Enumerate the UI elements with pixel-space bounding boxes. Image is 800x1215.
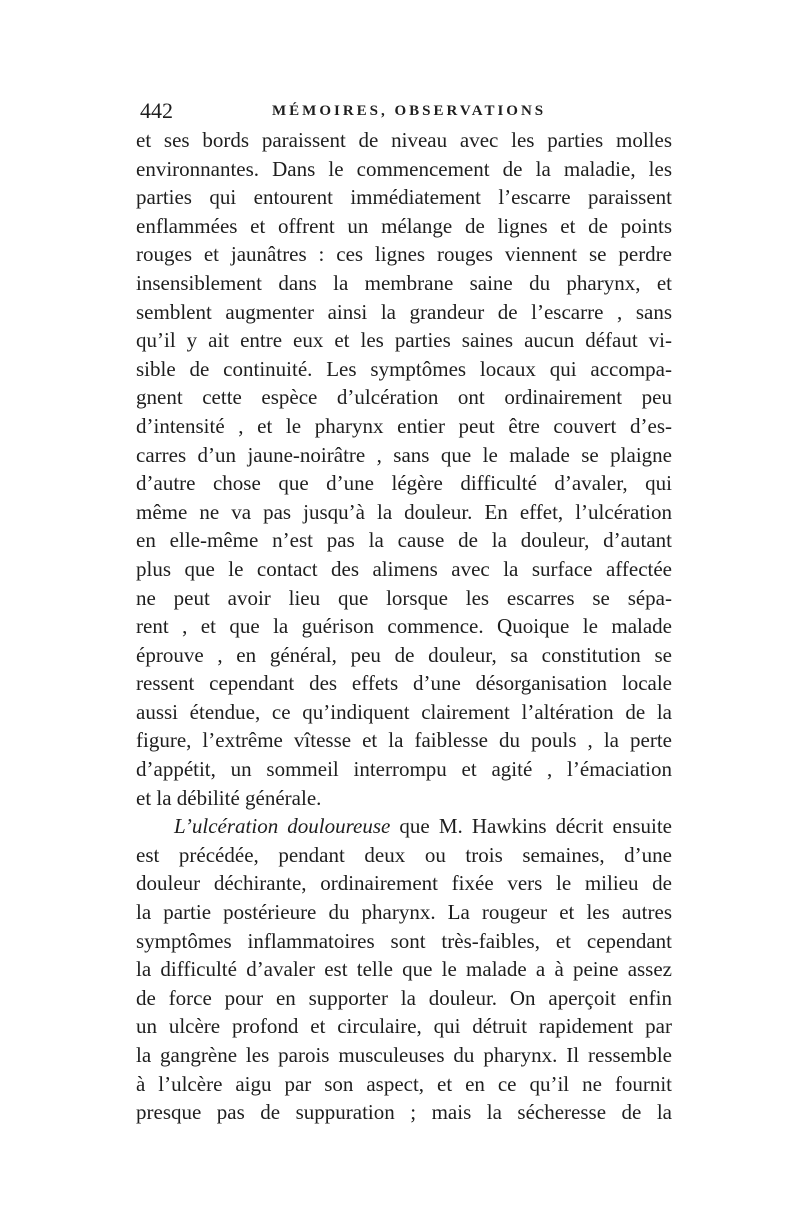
text-line: presque pas de suppuration ; mais la sécheresse de la (136, 1100, 672, 1125)
text-line: et ses bords paraissent de niveau avec les parties molles (136, 128, 672, 152)
text-line: sible de continuité. Les symptômes locaux qui accompa- (136, 356, 672, 381)
text-line: ressent cependant des effets d’une désorganisation locale (136, 671, 672, 696)
body-text (136, 126, 672, 1127)
text-line: rent , et que la guérison commence. Quoique le malade (136, 614, 672, 639)
text-line: environnantes. Dans le commencement de la maladie, les (136, 156, 672, 181)
text-span: que M. Hawkins décrit ensuite (390, 814, 672, 839)
italic-term: L’ulcération douloureuse (174, 814, 391, 839)
text-line: carres d’un jaune-noirâtre , sans que le malade se plaigne (136, 442, 672, 467)
text-line: un ulcère profond et circulaire, qui détruit rapidement par (136, 1014, 672, 1039)
text-line: qu’il y ait entre eux et les parties saines aucun défaut vi- (136, 328, 672, 353)
text-line: d’appétit, un sommeil interrompu et agité , l’émaciation (136, 757, 672, 782)
text-line: même ne va pas jusqu’à la douleur. En effet, l’ulcération (136, 499, 672, 524)
text-line: douleur déchirante, ordinairement fixée vers le milieu de (136, 871, 672, 896)
text-line: parties qui entourent immédiatement l’escarre paraissent (136, 185, 672, 210)
text-line: est précédée, pendant deux ou trois semaines, d’une (136, 842, 672, 867)
text-line: ne peut avoir lieu que lorsque les escarres se sépa- (136, 585, 672, 610)
text-line: la gangrène les parois musculeuses du pharynx. Il ressemble (136, 1043, 672, 1067)
running-head: MÉMOIRES, OBSERVATIONS (272, 103, 547, 119)
text-line: rouges et jaunâtres : ces lignes rouges viennent se perdre (136, 242, 672, 267)
text-line: d’autre chose que d’une légère difficulté d’avaler, qui (136, 471, 672, 496)
text-line: insensiblement dans la membrane saine du pharynx, et (136, 270, 672, 295)
text-line: gnent cette espèce d’ulcération ont ordinairement peu (136, 385, 672, 410)
text-line: symptômes inflammatoires sont très-faibles, et cependant (136, 928, 672, 953)
text-line: la difficulté d’avaler est telle que le malade a à peine assez (136, 957, 672, 982)
text-line: plus que le contact des alimens avec la surface affectée (136, 556, 672, 581)
text-line: de force pour en supporter la douleur. On aperçoit enfin (136, 985, 672, 1010)
text-line: d’intensité , et le pharynx entier peut être couvert d’es- (136, 413, 672, 438)
paragraph-start-line (136, 812, 672, 841)
text-line: la partie postérieure du pharynx. La rougeur et les autres (136, 900, 672, 925)
text-line: semblent augmenter ainsi la grandeur de l’escarre , sans (136, 299, 672, 324)
text-line: éprouve , en général, peu de douleur, sa constitution se (136, 642, 672, 667)
text-line: figure, l’extrême vîtesse et la faiblesse du pouls , la perte (136, 728, 672, 753)
text-line: en elle-même n’est pas la cause de la douleur, d’autant (136, 528, 672, 553)
paragraph-end-line: et la débilité générale. (136, 785, 322, 810)
text-line: enflammées et offrent un mélange de lignes et de points (136, 213, 672, 238)
text-line: à l’ulcère aigu par son aspect, et en ce qu’il ne fournit (136, 1071, 672, 1096)
text-line: aussi étendue, ce qu’indiquent clairement l’altération de la (136, 699, 672, 724)
page-number: 442 (140, 98, 173, 123)
